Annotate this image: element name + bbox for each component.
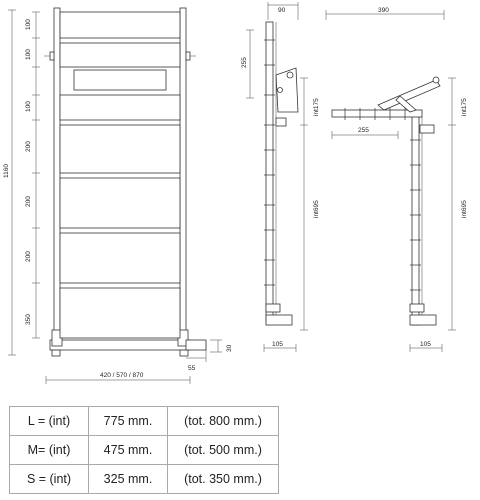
open-upright (412, 115, 419, 325)
size-label: M= (int) (10, 436, 89, 465)
side-clip-top (276, 118, 286, 126)
open-bottom-depth-label: 105 (420, 341, 431, 348)
panel-4 (60, 95, 180, 120)
right-valve (180, 350, 188, 356)
size-label: S = (int) (10, 465, 89, 494)
bottom-offset-label: 30 (226, 344, 233, 352)
spacing-label-5: 200 (25, 196, 32, 207)
hinge-mid (278, 88, 283, 93)
size-total: (tot. 800 mm.) (168, 407, 279, 436)
spacing-label-7: 350 (25, 314, 32, 325)
front-view (3, 8, 233, 384)
side-upright (266, 22, 273, 322)
open-int175-label: int175 (461, 98, 468, 116)
open-view (326, 7, 468, 352)
open-clip-bottom (410, 304, 424, 312)
panel-5 (60, 125, 180, 173)
panel-6 (60, 178, 180, 228)
side-bottom-depth-label: 105 (272, 341, 283, 348)
right-upright (180, 8, 186, 350)
left-valve (52, 350, 60, 356)
arm-length-label: 255 (358, 127, 369, 134)
side-connection (186, 340, 206, 350)
side-clip-bottom-1 (266, 304, 280, 312)
side-int695-label: int695 (313, 200, 320, 218)
size-total: (tot. 350 mm.) (168, 465, 279, 494)
bottom-crossbar (50, 340, 190, 350)
open-depth-label: 390 (378, 7, 389, 14)
panel-2 (60, 43, 180, 67)
size-label: L = (int) (10, 407, 89, 436)
open-int695-label: int695 (461, 200, 468, 218)
panel-8 (60, 288, 180, 338)
size-table (9, 406, 279, 494)
left-bracket (50, 52, 54, 60)
panel-1 (60, 12, 180, 38)
spacing-label-3: 100 (25, 101, 32, 112)
overall-height-label: 1160 (3, 164, 10, 178)
table-row (10, 407, 279, 436)
open-clip-top (420, 125, 434, 133)
spacing-label-6: 200 (25, 251, 32, 262)
table-row (10, 436, 279, 465)
size-internal: 325 mm. (89, 465, 168, 494)
open-hinge (433, 77, 439, 83)
size-total: (tot. 500 mm.) (168, 436, 279, 465)
size-internal: 475 mm. (89, 436, 168, 465)
left-upright (54, 8, 60, 350)
panel-3 (74, 70, 166, 90)
size-internal: 775 mm. (89, 407, 168, 436)
right-bracket (186, 52, 190, 60)
panel-7 (60, 233, 180, 283)
side-base (266, 315, 292, 325)
side-view (241, 2, 320, 352)
side-offset-label: 55 (188, 365, 196, 372)
open-base (410, 315, 436, 325)
spacing-label-4: 200 (25, 141, 32, 152)
hinge-top (287, 72, 293, 78)
side-int175-label: int175 (313, 98, 320, 116)
spacing-label-1: 100 (25, 19, 32, 30)
spacing-label-2: 100 (25, 49, 32, 60)
bracket-height-label: 255 (241, 57, 248, 68)
width-label: 420 / 570 / 870 (100, 372, 144, 379)
table-row (10, 465, 279, 494)
side-depth-label: 90 (278, 7, 286, 14)
